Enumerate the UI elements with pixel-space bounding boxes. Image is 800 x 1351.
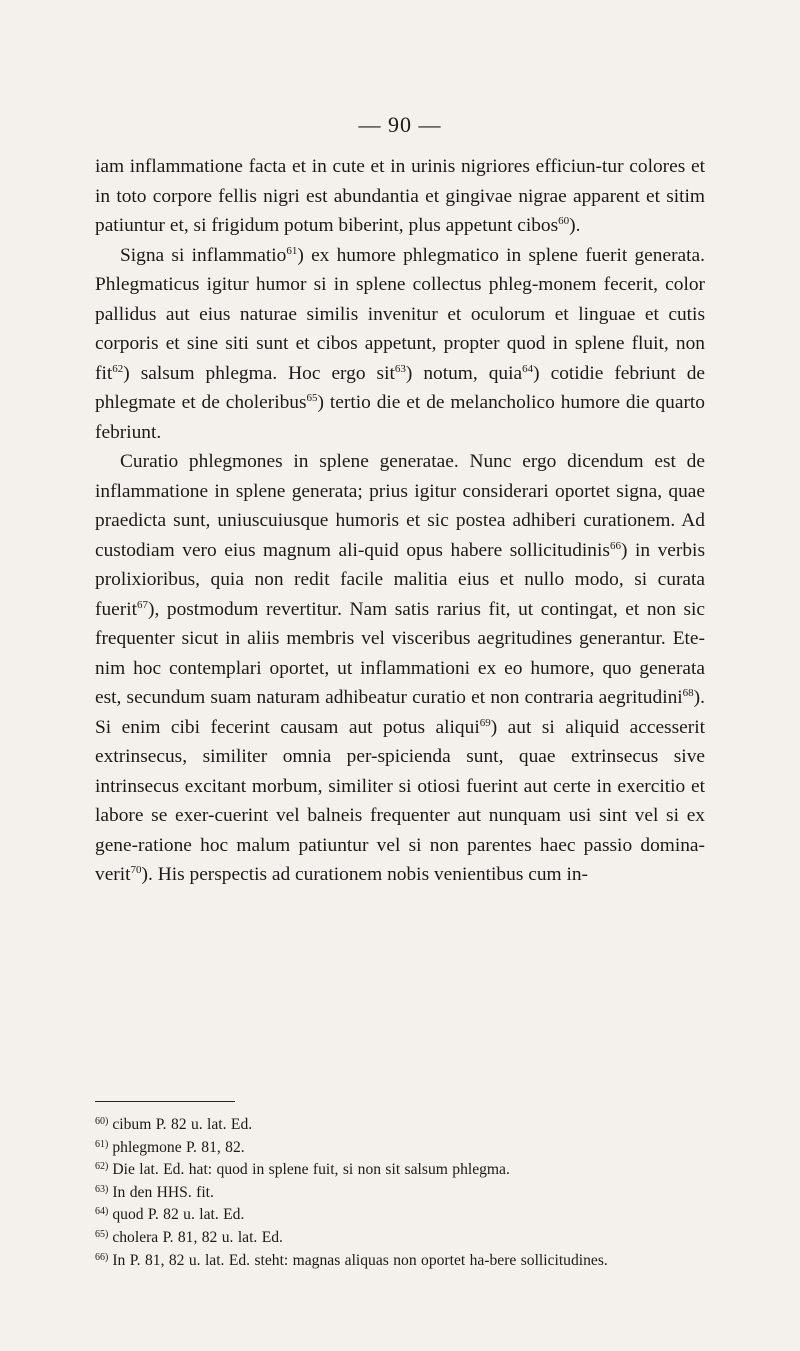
text-segment: iam inflammatione facta et in cute et in urinis nigriores efficiun-tur colores et in toto corpore fellis nigri est abundantia et gingivae nigrae apparent et sitim patiuntur et, si frigidum potum biberint, plus appetunt cibos [95, 156, 705, 236]
text-segment: . His perspectis ad curationem nobis venientibus cum in- [148, 864, 588, 885]
footnote-number: 60) [95, 1116, 109, 1127]
footnote-text: In P. 81, 82 u. lat. Ed. steht: magnas aliquas non oportet ha-bere sollicitudines. [112, 1251, 608, 1269]
footnote-text: Die lat. Ed. hat: quod in splene fuit, si non sit salsum phlegma. [112, 1161, 510, 1179]
footnote-ref: 69 [479, 716, 491, 729]
footnote-text: cholera P. 81, 82 u. lat. Ed. [112, 1228, 283, 1246]
text-segment: tertio die et de melancholico humore die quarto febriunt. [95, 392, 705, 443]
footnote-ref: 65 [306, 392, 318, 404]
footnote-ref: 67 [137, 598, 148, 611]
text-segment: aut si aliquid accesserit extrinsecus, similiter omnia per-spicienda sunt, quae extrinsecus sive intrinsecus excitant morbum, similiter si otiosi fuerint aut certe in exercitio et labore se exer-cuerint vel balneis frequenter aut nunquam usi sint vel si ex gene-ratione hoc malum patiuntur vel si non parentes haec passio domina-verit [95, 716, 705, 885]
footnote-60 [95, 1114, 705, 1137]
text-segment: Signa si inflammatio [120, 244, 287, 266]
footnote-number: 62) [95, 1161, 109, 1173]
paragraph-2: Signa si inflammatio$^{61}$) ex humore phlegmatico in splene fuerit generata. Phlegmaticus igitur humor si in splene collectus phleg-monem fecerit, color pallidus aut eius naturae similis invenitur et oculorum et linguae et cutis corporis et sine siti sunt et cibos appetunt, propter quod in splene fluit, non fit$^{62}$) salsum phlegma. Hoc ergo sit$^{63}$) notum, quia$^{64}$) cotidie febriunt de phlegmate et de choleribus$^{65}$) tertio die et de melancholico humore die quarto febriunt. [95, 244, 706, 443]
footnote-ref: 70 [130, 864, 142, 876]
footnote-61 [95, 1137, 705, 1160]
footnote-62 [95, 1159, 705, 1182]
footnote-64 [95, 1204, 705, 1227]
text-segment: ex humore phlegmatico in splene fuerit generata. Phlegmaticus igitur humor si in splene collectus phleg-monem fecerit, color pallidus aut eius naturae similis invenitur et oculorum et linguae et cutis corporis et sine siti sunt et cibos appetunt, propter quod in splene fluit, non fit [95, 244, 705, 384]
page-number: — 90 — [358, 112, 442, 137]
footnote-ref: 61 [286, 244, 298, 257]
footnote-66 [95, 1250, 705, 1273]
footnote-text: quod P. 82 u. lat. Ed. [112, 1206, 245, 1224]
footnote-number: 63) [95, 1183, 109, 1195]
footnote-number: 66) [95, 1251, 109, 1263]
footnote-number: 61) [95, 1138, 109, 1150]
text-segment: notum, quia [412, 362, 523, 384]
text-segment: cotidie febriunt de phlegmate et de choleribus [95, 362, 706, 413]
footnote-text: cibum P. 82 u. lat. Ed. [112, 1116, 253, 1133]
paragraph-1: iam inflammatione facta et in cute et in urinis nigriores efficiun-tur colores et in toto corpore fellis nigri est abundantia et gingivae nigrae apparent et sitim patiuntur et, si frigidum potum biberint, plus appetunt cibos$^{60}$). [95, 156, 705, 236]
footnote-ref: 62 [112, 362, 124, 375]
footnote-ref: 60 [558, 215, 570, 227]
footnote-ref: 68 [682, 687, 694, 699]
text-segment: . [575, 215, 581, 236]
paragraph-3: Curatio phlegmones in splene generatae. Nunc ergo dicendum est de inflammatione in splene generata; prius igitur considerari oportet signa, quae praedicta sunt, uniuscuiusque humoris et sic postea adhiberi curationem. Ad custodiam vero eius magnum ali-quid opus habere sollicitudinis$^{66}$) in verbis prolixioribus, quia non redit facile malitia eius et nullo modo, si curata fuerit$^{67}$), postmodum revertitur. Nam satis rarius fit, ut contingat, et non sic frequenter sicut in aliis membris vel visceribus aegritudines generantur. Ete-nim hoc contemplari oportet, ut inflammationi ex eo humore, quo generata est, secundum suam naturam adhibeatur curatio et non contraria aegritudini$^{68}$). Si enim cibi fecerint causam aut potus aliqui$^{69}$) aut si aliquid accesserit extrinsecus, similiter omnia per-spicienda sunt, quae extrinsecus sive intrinsecus excitant morbum, similiter si otiosi fuerint aut certe in exercitio et labore se exer-cuerint vel balneis frequenter aut nunquam usi sint vel si ex gene-ratione hoc malum patiuntur vel si non parentes haec passio domina-verit$^{70}$). His perspectis ad curationem nobis venientibus cum in- [95, 451, 705, 885]
footnote-number: 65) [95, 1228, 109, 1240]
footnote-ref: 64 [522, 362, 534, 375]
footnote-ref: 63 [394, 362, 406, 375]
footnote-text: phlegmone P. 81, 82. [112, 1138, 245, 1156]
text-segment: in verbis prolixioribus, quia non redit facile malitia eius et nullo modo, si curata fuerit [95, 539, 705, 620]
footnote-divider [95, 1101, 235, 1102]
text-segment: , postmodum revertitur. Nam satis rarius fit, ut contingat, et non sic frequenter sicut in aliis membris vel visceribus aegritudines generantur. Ete-nim hoc contemplari oportet, ut inflammationi ex eo humore, quo generata est, secundum suam naturam adhibeatur curatio et non contraria aegritudini [95, 598, 705, 708]
main-text [95, 152, 705, 890]
text-segment: Curatio phlegmones in splene generatae. Nunc ergo dicendum est de inflammatione in splene generata; prius igitur considerari oportet signa, quae praedicta sunt, uniuscuiusque humoris et sic postea adhiberi curationem. Ad custodiam vero eius magnum ali-quid opus habere sollicitudinis [95, 451, 705, 561]
footnote-ref: 66 [609, 539, 621, 552]
footnote-text: In den HHS. fit. [112, 1183, 214, 1201]
footnote-63 [95, 1182, 705, 1205]
text-segment: . Si enim cibi fecerint causam aut potus aliqui [95, 687, 705, 738]
footnotes [95, 1114, 705, 1272]
footnote-number: 64) [95, 1206, 109, 1218]
text-segment: salsum phlegma. Hoc ergo sit [129, 362, 395, 384]
footnote-65 [95, 1227, 705, 1250]
